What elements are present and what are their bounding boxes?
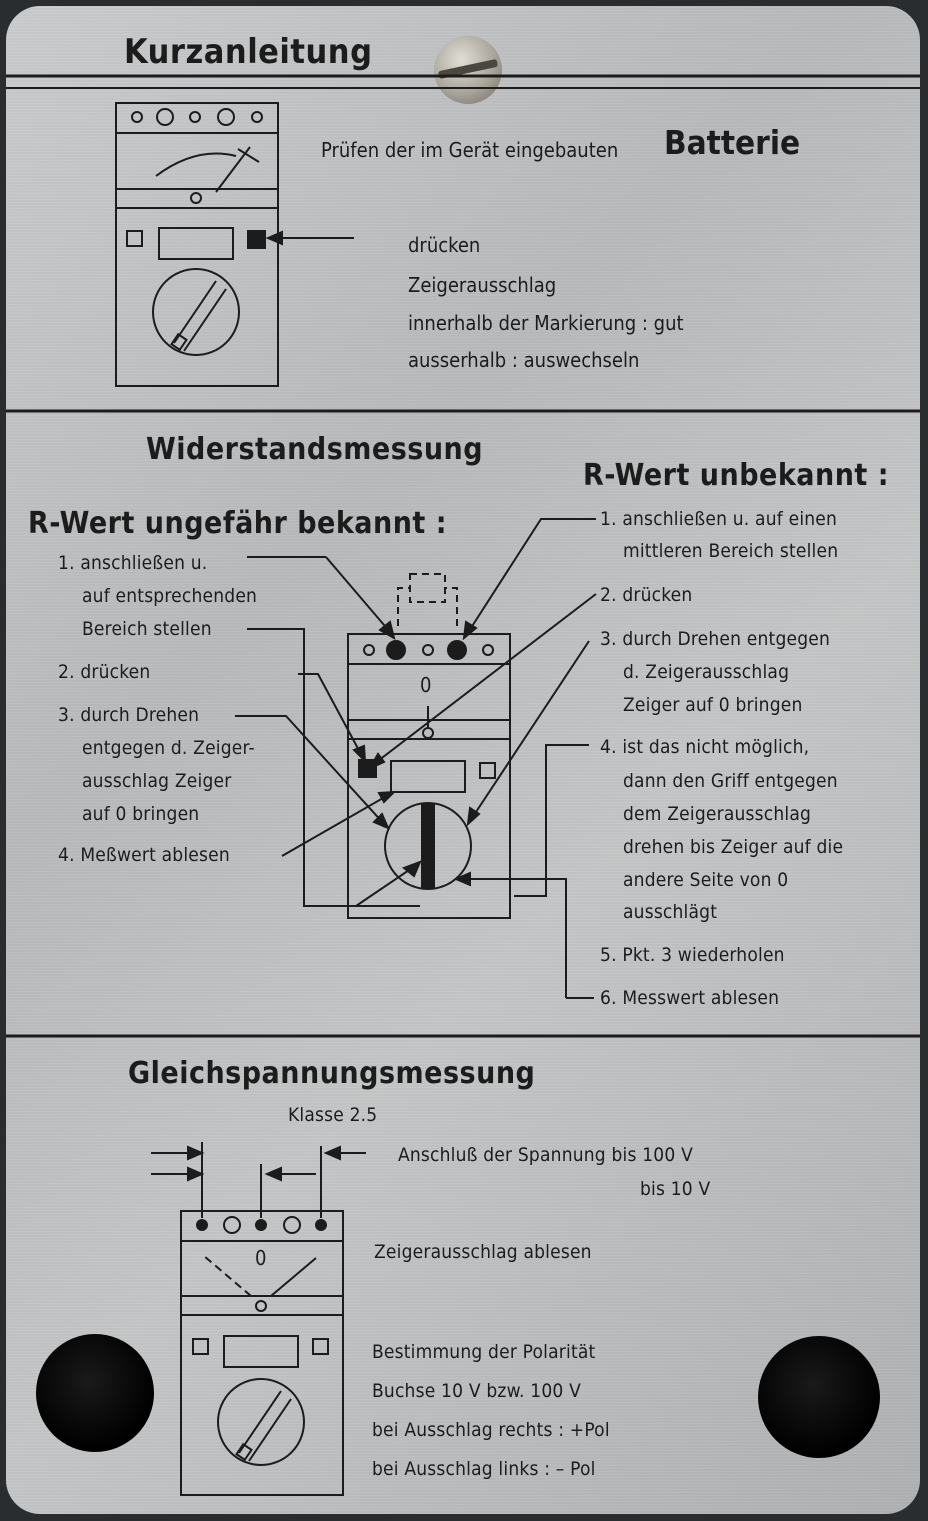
- klasse-label: Klasse 2.5: [288, 1104, 378, 1126]
- unknown-step4-line: 4. ist das nicht möglich,: [600, 736, 810, 758]
- battery-intro: Prüfen der im Gerät eingebauten: [321, 138, 619, 162]
- battery-step: drücken: [408, 233, 481, 257]
- known-step3-line: auf 0 bringen: [82, 803, 200, 825]
- unknown-step2: 2. drücken: [600, 584, 693, 606]
- polarity-line: Bestimmung der Polarität: [372, 1341, 596, 1363]
- battery-step: ausserhalb : auswechseln: [408, 348, 640, 372]
- unknown-step4-line: andere Seite von 0: [623, 869, 789, 891]
- unknown-step6: 6. Messwert ablesen: [600, 987, 780, 1009]
- known-step3-line: ausschlag Zeiger: [82, 770, 232, 792]
- polarity-line: bei Ausschlag rechts : +Pol: [372, 1419, 610, 1441]
- voltage-title: Gleichspannungsmessung: [128, 1056, 536, 1091]
- resistance-zero-mark: 0: [420, 673, 432, 697]
- known-step1-line: 1. anschließen u.: [58, 552, 208, 574]
- unknown-step4-line: dann den Griff entgegen: [623, 770, 838, 792]
- unknown-step5: 5. Pkt. 3 wiederholen: [600, 944, 785, 966]
- resistance-title: Widerstandsmessung: [146, 432, 484, 467]
- voltage-device-diagram: [151, 1142, 366, 1495]
- known-heading: R-Wert ungefähr bekannt :: [28, 506, 448, 541]
- unknown-step3-line: Zeiger auf 0 bringen: [623, 694, 803, 716]
- unknown-step1-line: 1. anschließen u. auf einen: [600, 508, 838, 530]
- known-step1-line: auf entsprechenden: [82, 585, 258, 607]
- unknown-heading: R-Wert unbekannt :: [583, 458, 890, 493]
- anschluss-10v: bis 10 V: [640, 1178, 711, 1200]
- battery-step: Zeigerausschlag: [408, 273, 557, 297]
- polarity-line: bei Ausschlag links : – Pol: [372, 1458, 596, 1480]
- battery-device-diagram: [116, 103, 354, 386]
- known-step1-line: Bereich stellen: [82, 618, 212, 640]
- known-step4: 4. Meßwert ablesen: [58, 844, 230, 866]
- unknown-step4-line: ausschlägt: [623, 901, 718, 923]
- voltage-zero-mark: 0: [255, 1246, 267, 1270]
- unknown-step3-line: 3. durch Drehen entgegen: [600, 628, 831, 650]
- known-step2: 2. drücken: [58, 661, 151, 683]
- resistance-device-diagram: [235, 519, 596, 998]
- anschluss-100v: Anschluß der Spannung bis 100 V: [398, 1144, 693, 1166]
- unknown-step1-line: mittleren Bereich stellen: [623, 540, 839, 562]
- instruction-plate: [6, 6, 920, 1514]
- battery-keyword: Batterie: [664, 123, 801, 162]
- unknown-step4-line: dem Zeigerausschlag: [623, 803, 812, 825]
- page-title: Kurzanleitung: [124, 32, 373, 72]
- unknown-step3-line: d. Zeigerausschlag: [623, 661, 790, 683]
- known-step3-line: entgegen d. Zeiger-: [82, 737, 255, 759]
- zeiger-ablesen: Zeigerausschlag ablesen: [374, 1241, 592, 1263]
- polarity-line: Buchse 10 V bzw. 100 V: [372, 1380, 581, 1402]
- battery-step: innerhalb der Markierung : gut: [408, 311, 684, 335]
- known-step3-line: 3. durch Drehen: [58, 704, 200, 726]
- unknown-step4-line: drehen bis Zeiger auf die: [623, 836, 844, 858]
